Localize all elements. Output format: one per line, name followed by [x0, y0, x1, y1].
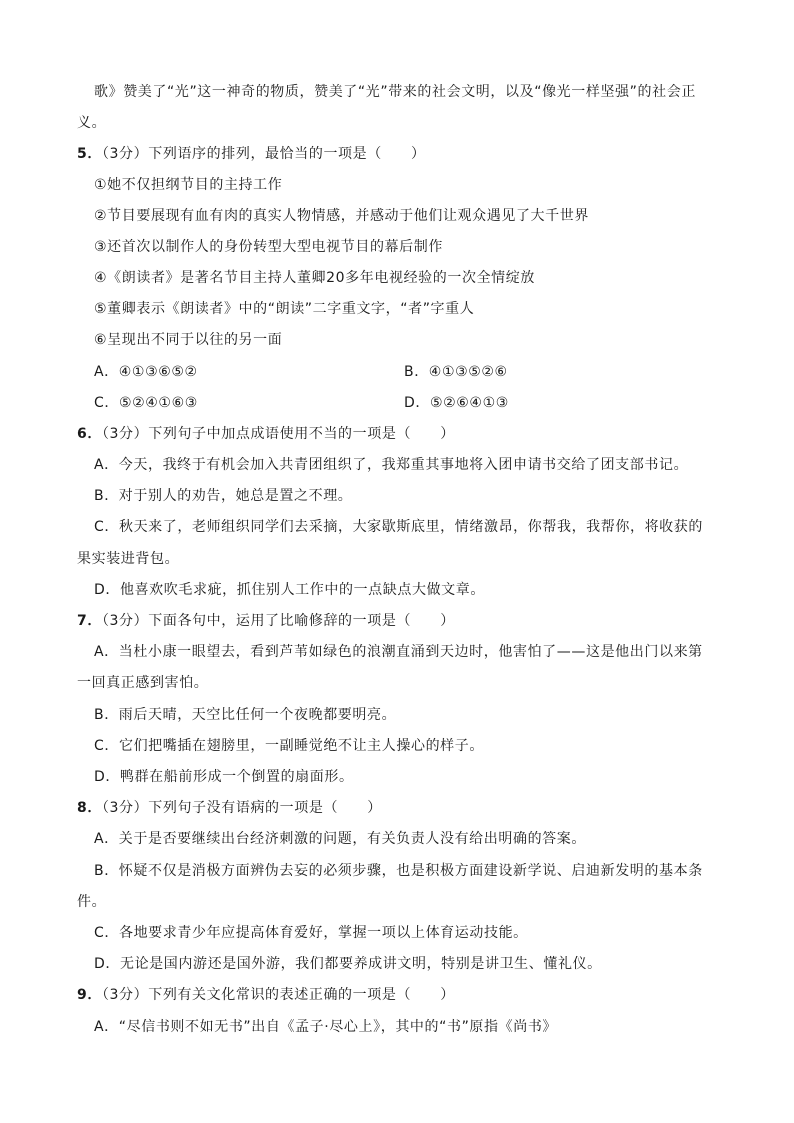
question-6: [77, 424, 455, 444]
q5-sentence-6: ⑥呈现出不同于以往的另一面: [94, 332, 283, 348]
question-8-number: 8．: [77, 800, 102, 816]
q5-option-b: B．④①③⑤②⑥: [404, 364, 508, 380]
question-5: [77, 144, 426, 164]
question-5-number: 5．: [77, 146, 102, 162]
q8-option-c: C．各地要求青少年应提高体育爱好，掌握一项以上体育运动技能。: [94, 925, 528, 941]
question-5-stem: （3分）下列语序的排列，最恰当的一项是（ ）: [101, 146, 426, 162]
intro-line-1: 歌》赞美了“光”这一神奇的物质，赞美了“光”带来的社会文明，以及“像光一样坚强”的社会正: [94, 84, 696, 100]
intro-line-2: 义。: [77, 115, 107, 131]
q5-sentence-2: ②节目要展现有血有肉的真实人物情感，并感动于他们让观众遇见了大千世界: [94, 208, 589, 224]
q5-options-row-2: [0, 393, 794, 413]
question-9-stem: （3分）下列有关文化常识的表述正确的一项是（ ）: [101, 987, 455, 1003]
question-7-stem: （3分）下面各句中，运用了比喻修辞的一项是（ ）: [101, 613, 455, 629]
question-8: [77, 798, 382, 818]
q9-option-a: A．“尽信书则不如无书”出自《孟子·尽心上》，其中的“书”原指《尚书》: [94, 1019, 558, 1035]
q5-option-a: A．④①③⑥⑤②: [94, 364, 198, 380]
q6-option-d: D．他喜欢吹毛求疵，抓住别人工作中的一点缺点大做文章。: [94, 582, 485, 598]
q5-options-row-1: [0, 362, 794, 382]
q6-option-a: A．今天，我终于有机会加入共青团组织了，我郑重其事地将入团申请书交给了团支部书记。: [94, 457, 689, 473]
q6-option-c-line-1: C．秋天来了，老师组织同学们去采摘，大家歇斯底里，情绪激昂，你帮我，我帮你，将收获的: [94, 519, 703, 535]
q5-sentence-1: ①她不仅担纲节目的主持工作: [94, 177, 283, 193]
q8-option-b-line-1: B．怀疑不仅是消极方面辨伪去妄的必须步骤，也是积极方面建设新学说、启迪新发明的基本条: [94, 863, 703, 879]
q5-sentence-3: ③还首次以制作人的身份转型大型电视节目的幕后制作: [94, 239, 443, 255]
q6-option-c-line-2: 果实装进背包。: [77, 551, 180, 567]
question-7: [77, 611, 455, 631]
q8-option-a: A．关于是否要继续出台经济刺激的问题，有关负责人没有给出明确的答案。: [94, 831, 586, 847]
question-9-number: 9．: [77, 987, 102, 1003]
q5-sentence-4: ④《朗读者》是著名节目主持人董卿20多年电视经验的一次全情绽放: [94, 270, 535, 286]
q6-option-b: B．对于别人的劝告，她总是置之不理。: [94, 488, 353, 504]
q7-option-b: B．雨后天晴，天空比任何一个夜晚都要明亮。: [94, 707, 397, 723]
q8-option-d: D．无论是国内游还是国外游，我们都要养成讲文明，特别是讲卫生、懂礼仪。: [94, 956, 602, 972]
q7-option-a-line-1: A．当杜小康一眼望去，看到芦苇如绿色的浪潮直涌到天边时，他害怕了——这是他出门以来第: [94, 644, 703, 660]
q8-option-b-line-2: 件。: [77, 894, 107, 910]
q5-option-c: C．⑤②④①⑥③: [94, 395, 198, 411]
question-8-stem: （3分）下列句子没有语病的一项是（ ）: [101, 800, 382, 816]
q5-sentence-5: ⑤董卿表示《朗读者》中的“朗读”二字重文字，“者”字重人: [94, 301, 475, 317]
q7-option-c: C．它们把嘴插在翅膀里，一副睡觉绝不让主人操心的样子。: [94, 738, 484, 754]
q5-option-d: D．⑤②⑥④①③: [404, 395, 509, 411]
question-7-number: 7．: [77, 613, 102, 629]
question-6-stem: （3分）下列句子中加点成语使用不当的一项是（ ）: [101, 426, 455, 442]
question-6-number: 6．: [77, 426, 102, 442]
q7-option-a-line-2: 一回真正感到害怕。: [77, 675, 209, 691]
question-9: [77, 985, 455, 1005]
q7-option-d: D．鸭群在船前形成一个倒置的扇面形。: [94, 769, 354, 785]
